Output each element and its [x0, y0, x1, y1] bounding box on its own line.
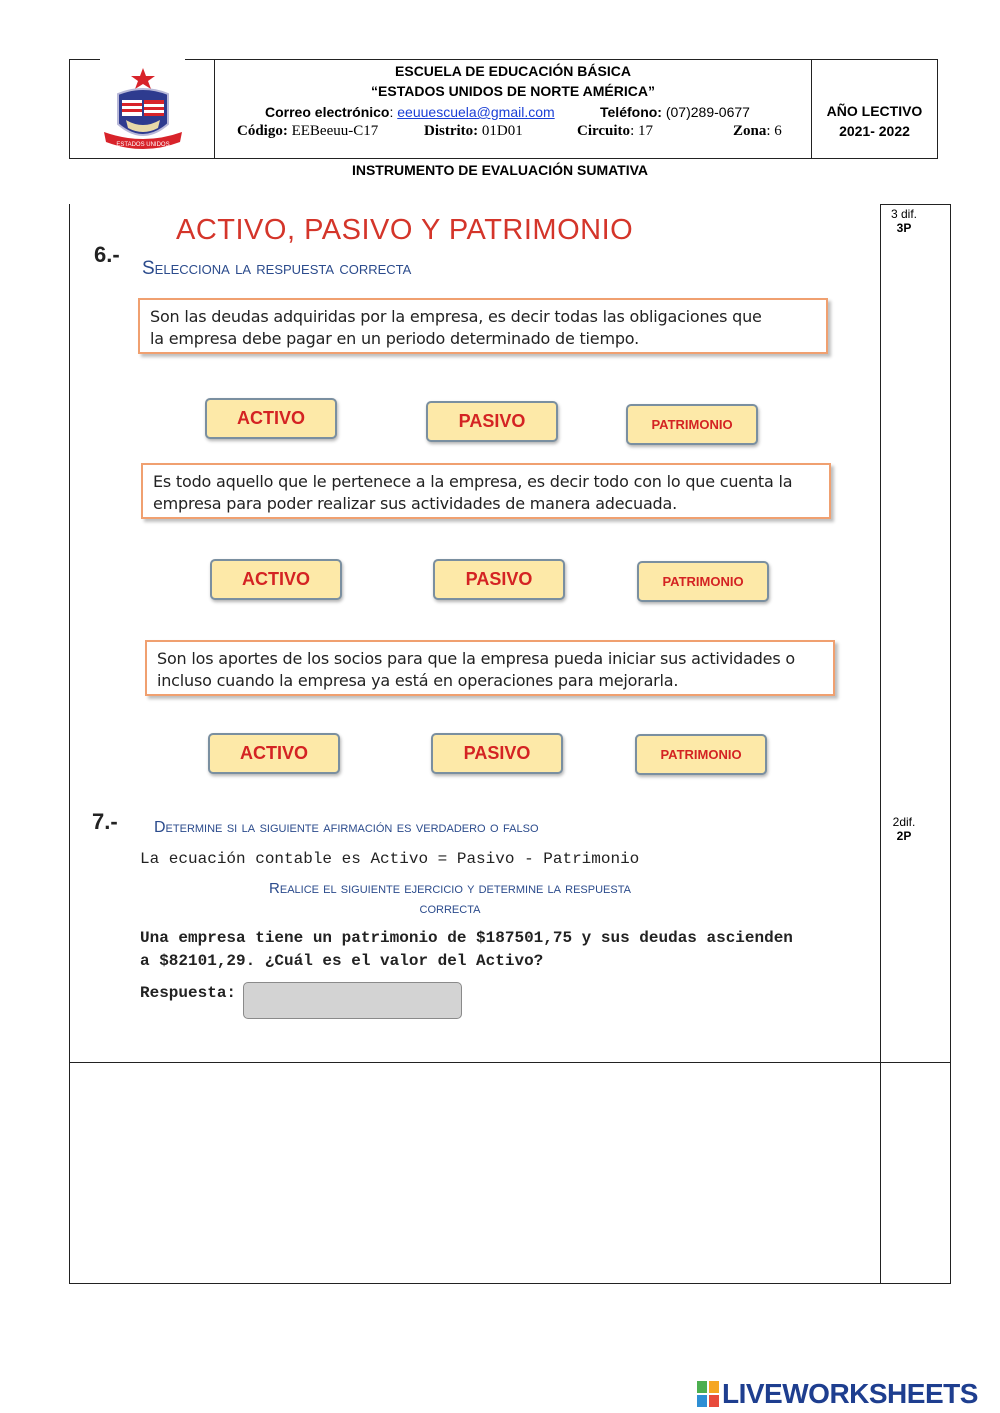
statement-line: la empresa debe pagar en un periodo determinado de tiempo. [150, 329, 639, 348]
phone-row [600, 104, 750, 120]
school-header [69, 59, 938, 159]
question-6-number: 6.- [94, 242, 120, 267]
table-border-left [69, 204, 70, 1284]
year-label: AÑO LECTIVO [826, 103, 923, 119]
code-value: EEBeeuu-C17 [291, 123, 379, 139]
liveworksheets-brand: LIVEWORKSHEETS [722, 1378, 978, 1409]
table-border-bottom [69, 1283, 951, 1284]
circuit-value: : 17 [630, 123, 653, 139]
email-link[interactable]: eeuuescuela@gmail.com [397, 104, 555, 120]
zone-value: : 6 [766, 123, 782, 139]
option-patrimonio-3[interactable]: PATRIMONIO [635, 734, 767, 775]
score-difficulty: 3 dif. [890, 207, 917, 221]
code-label: Código: [237, 123, 288, 139]
table-border-right [950, 204, 951, 1284]
option-pasivo-3[interactable]: PASIVO [431, 733, 563, 774]
email-label: Correo electrónico [265, 104, 390, 120]
statement-line: Es todo aquello que le pertenece a la empresa, es decir todo con lo que cuenta la [153, 472, 793, 491]
table-divider [880, 204, 881, 1284]
score-section6 [884, 207, 924, 235]
answer-label: Respuesta: [140, 984, 237, 1002]
circuit-label: Circuito [577, 123, 631, 139]
option-pasivo-2[interactable]: PASIVO [433, 559, 565, 600]
table-border-top [880, 204, 951, 205]
problem-line-1: Una empresa tiene un patrimonio de $187501,75 y sus deudas ascienden [140, 929, 793, 947]
option-activo-1[interactable]: ACTIVO [205, 398, 337, 439]
exercise-instruction [150, 879, 750, 919]
true-false-statement: La ecuación contable es Activo = Pasivo - Patrimonio [140, 850, 640, 868]
email-row: Correo electrónico: eeuuescuela@gmail.com [265, 104, 555, 120]
svg-text:ESTADOS UNIDOS: ESTADOS UNIDOS [116, 142, 170, 148]
statement-box-2 [141, 463, 831, 519]
school-logo [100, 66, 186, 156]
option-patrimonio-2[interactable]: PATRIMONIO [637, 561, 769, 602]
option-activo-2[interactable]: ACTIVO [210, 559, 342, 600]
logo-cell [70, 60, 215, 158]
liveworksheets-icon [697, 1381, 719, 1407]
problem-line-2: a $82101,29. ¿Cuál es el valor del Activo? [140, 952, 544, 970]
option-patrimonio-1[interactable]: PATRIMONIO [626, 404, 758, 445]
question-7-instruction: Determine si la siguiente afirmación es verdadero o falso [154, 819, 539, 836]
worksheet-title: ACTIVO, PASIVO Y PATRIMONIO [176, 214, 634, 246]
score-difficulty: 2dif. [892, 815, 916, 829]
table-row-divider [69, 1062, 951, 1063]
phone-value: (07)289-0677 [665, 104, 750, 120]
answer-input[interactable] [243, 982, 462, 1019]
year-value: 2021- 2022 [839, 123, 910, 139]
phone-label: Teléfono: [600, 104, 662, 120]
statement-line: Son los aportes de los socios para que la empresa pueda iniciar sus actividades o [157, 649, 795, 668]
score-points: 2P [896, 829, 912, 843]
statement-line: incluso cuando la empresa ya está en operaciones para mejorarla. [157, 671, 679, 690]
exercise-instruction-line: Realice el siguiente ejercicio y determine la respuesta [269, 880, 631, 897]
zone-label: Zona [733, 123, 767, 139]
school-info [215, 60, 812, 158]
statement-line: Son las deudas adquiridas por la empresa, es decir todas las obligaciones que [150, 307, 762, 326]
statement-box-3 [145, 640, 835, 696]
statement-box-1 [138, 298, 828, 354]
exercise-instruction-line: correcta [419, 900, 481, 917]
score-points: 3P [896, 221, 912, 235]
instrument-title: INSTRUMENTO DE EVALUACIÓN SUMATIVA [351, 162, 649, 178]
school-name-line1: ESCUELA DE EDUCACIÓN BÁSICA [395, 63, 631, 79]
statement-line: empresa para poder realizar sus actividades de manera adecuada. [153, 494, 677, 513]
district-label: Distrito: [424, 123, 479, 139]
question-6-instruction: Selecciona la respuesta correcta [142, 258, 412, 279]
question-7-number: 7.- [92, 809, 118, 834]
school-name-line2: “ESTADOS UNIDOS DE NORTE AMÉRICA” [371, 83, 655, 99]
district-value: 01D01 [481, 123, 523, 139]
option-pasivo-1[interactable]: PASIVO [426, 401, 558, 442]
liveworksheets-logo [697, 1378, 978, 1410]
score-section7 [884, 815, 924, 843]
school-year [812, 60, 937, 158]
option-activo-3[interactable]: ACTIVO [208, 733, 340, 774]
